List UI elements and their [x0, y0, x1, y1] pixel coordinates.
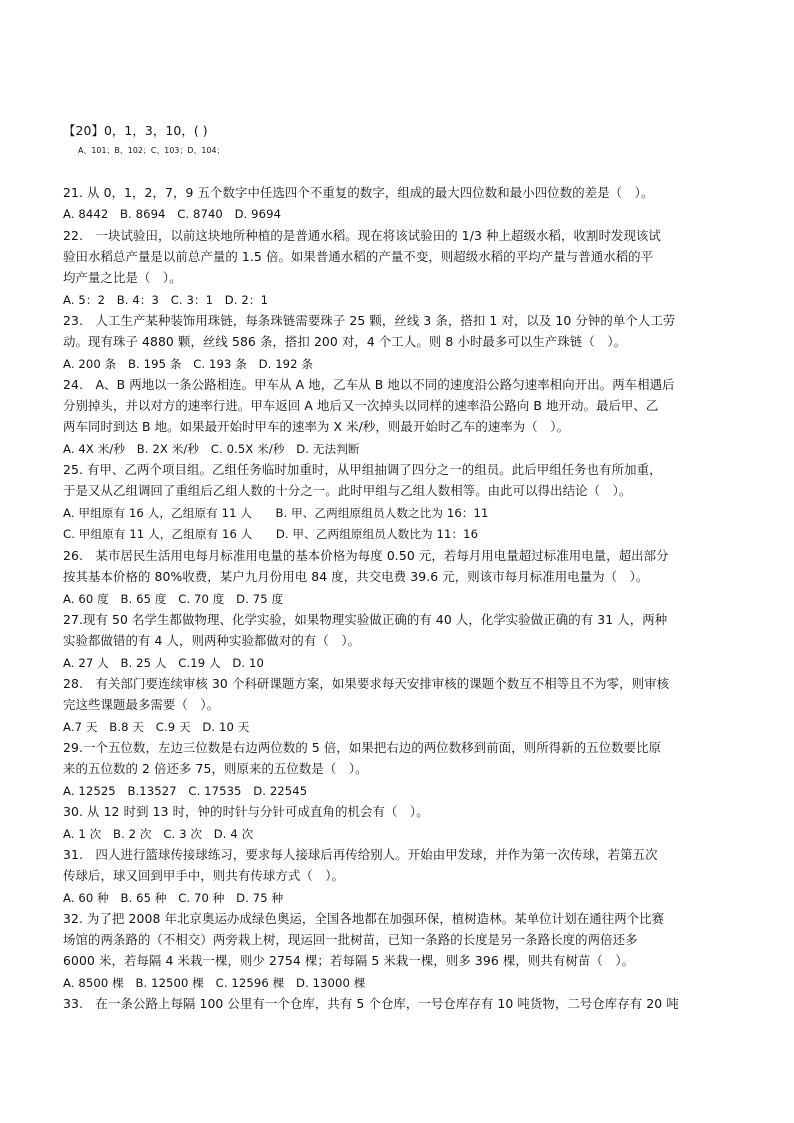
q22-line: 验田水稻总产量是以前总产量的 1.5 倍。如果普通水稻的产量不变，则超级水稻的平均产量与普通水稻的平	[63, 249, 654, 264]
q24-line: 两车同时到达 B 地。如果最开始时甲车的速率为 X 米/秒，则最开始时乙车的速率为（ ）。	[63, 419, 570, 434]
q25-line: 25. 有甲、乙两个项目组。乙组任务临时加重时，从甲组抽调了四分之一的组员。此后甲组任务也有所加重，	[63, 462, 662, 477]
q29-options: A. 12525 B.13527 C. 17535 D. 22545	[63, 784, 308, 798]
q30-options: A. 1 次 B. 2 次 C. 3 次 D. 4 次	[63, 827, 254, 841]
q24-line: 分别掉头，并以对方的速率行进。甲车返回 A 地后又一次掉头以同样的速率沿公路向 B 地开动。最后甲、乙	[63, 398, 659, 413]
q20-options: A、101；B、102；C、103；D、104；	[78, 146, 225, 155]
q32-line: 6000 米，若每隔 4 米栽一棵，则少 2754 棵；若每隔 5 米栽一棵，则多 396 棵，则共有树苗（ ）。	[63, 953, 635, 968]
q25-options: C. 甲组原有 11 人，乙组原有 16 人 D. 甲、乙两组原组员人数比为 11：16	[63, 527, 479, 541]
q31-line: 传球后，球又回到甲手中，则共有传球方式（ ）。	[63, 868, 345, 883]
q32-options: A. 8500 棵 B. 12500 棵 C. 12596 棵 D. 13000 棵	[63, 976, 366, 990]
q26-line: 26. 某市居民生活用电每月标准用电量的基本价格为每度 0.50 元，若每月用电量超过标准用电量，超出部分	[63, 548, 669, 563]
q22-line: 均产量之比是（ ）。	[63, 270, 182, 285]
q22-options: A. 5：2 B. 4：3 C. 3：1 D. 2：1	[63, 293, 269, 307]
q26-options: A. 60 度 B. 65 度 C. 70 度 D. 75 度	[63, 592, 284, 606]
q21-line: 21. 从 0，1，2，7，9 五个数字中任选四个不重复的数字，组成的最大四位数和最小四位数的差是（ ）。	[63, 185, 654, 200]
q27-line: 27.现有 50 名学生都做物理、化学实验，如果物理实验做正确的有 40 人，化学实验做正确的有 31 人，两种	[63, 612, 668, 627]
q23-options: A. 200 条 B. 195 条 C. 193 条 D. 192 条	[63, 357, 314, 371]
q25-options: A. 甲组原有 16 人，乙组原有 11 人 B. 甲、乙两组原组员人数之比为 16：11	[63, 506, 489, 520]
q24-line: 24. A、B 两地以一条公路相连。甲车从 A 地，乙车从 B 地以不同的速度沿公路匀速率相向开出。两车相遇后	[63, 377, 675, 392]
q27-options: A. 27 人 B. 25 人 C.19 人 D. 10	[63, 656, 264, 670]
q27-line: 实验都做错的有 4 人，则两种实验都做对的有（ ）。	[63, 633, 361, 648]
q28-line: 28. 有关部门要连续审核 30 个科研课题方案，如果要求每天安排审核的课题个数互不相等且不为零，则审核	[63, 676, 670, 691]
q26-line: 按其基本价格的 80%收费，某户九月份用电 84 度，共交电费 39.6 元，则该市每月标准用电量为（ ）。	[63, 569, 649, 584]
q23-line: 23. 人工生产某种装饰用珠链，每条珠链需要珠子 25 颗，丝线 3 条，搭扣 1 对，以及 10 分钟的单个人工劳	[63, 313, 676, 328]
q31-options: A. 60 种 B. 65 种 C. 70 种 D. 75 种	[63, 891, 284, 905]
q31-line: 31. 四人进行篮球传接球练习，要求每人接球后再传给别人。开始由甲发球，并作为第一次传球，若第五次	[63, 847, 658, 862]
q30-line: 30. 从 12 时到 13 时，钟的时针与分针可成直角的机会有（ ）。	[63, 804, 429, 819]
q22-line: 22. 一块试验田，以前这块地所种植的是普通水稻。现在将该试验田的 1/3 种上超级水稻，收割时发现该试	[63, 228, 661, 243]
q28-options: A.7 天 B.8 天 C.9 天 D. 10 天	[63, 720, 250, 734]
q28-line: 完这些课题最多需要（ ）。	[63, 697, 220, 712]
q32-line: 32. 为了把 2008 年北京奥运办成绿色奥运，全国各地都在加强环保，植树造林。某单位计划在通往两个比赛	[63, 911, 665, 926]
q33-line: 33. 在一条公路上每隔 100 公里有一个仓库，共有 5 个仓库，一号仓库存有 10 吨货物，二号仓库存有 20 吨	[63, 996, 679, 1011]
q21-options: A. 8442 B. 8694 C. 8740 D. 9694	[63, 207, 282, 221]
q29-line: 来的五位数的 2 倍还多 75，则原来的五位数是（ ）。	[63, 761, 368, 776]
q20-stem: 【20】0，1，3，10，( )	[63, 123, 208, 138]
q25-line: 于是又从乙组调回了重组后乙组人数的十分之一。此时甲组与乙组人数相等。由此可以得出结论（ ）。	[63, 483, 632, 498]
q24-options: A. 4X 米/秒 B. 2X 米/秒 C. 0.5X 米/秒 D. 无法判断	[63, 442, 360, 456]
q29-line: 29.一个五位数，左边三位数是右边两位数的 5 倍，如果把右边的两位数移到前面，则所得新的五位数要比原	[63, 740, 662, 755]
q32-line: 场馆的两条路的（不相交）两旁栽上树，现运回一批树苗，已知一条路的长度是另一条路长度的两倍还多	[63, 932, 638, 947]
q23-line: 动。现有珠子 4880 颗，丝线 586 条，搭扣 200 对，4 个工人。则 8 小时最多可以生产珠链（ ）。	[63, 334, 627, 349]
